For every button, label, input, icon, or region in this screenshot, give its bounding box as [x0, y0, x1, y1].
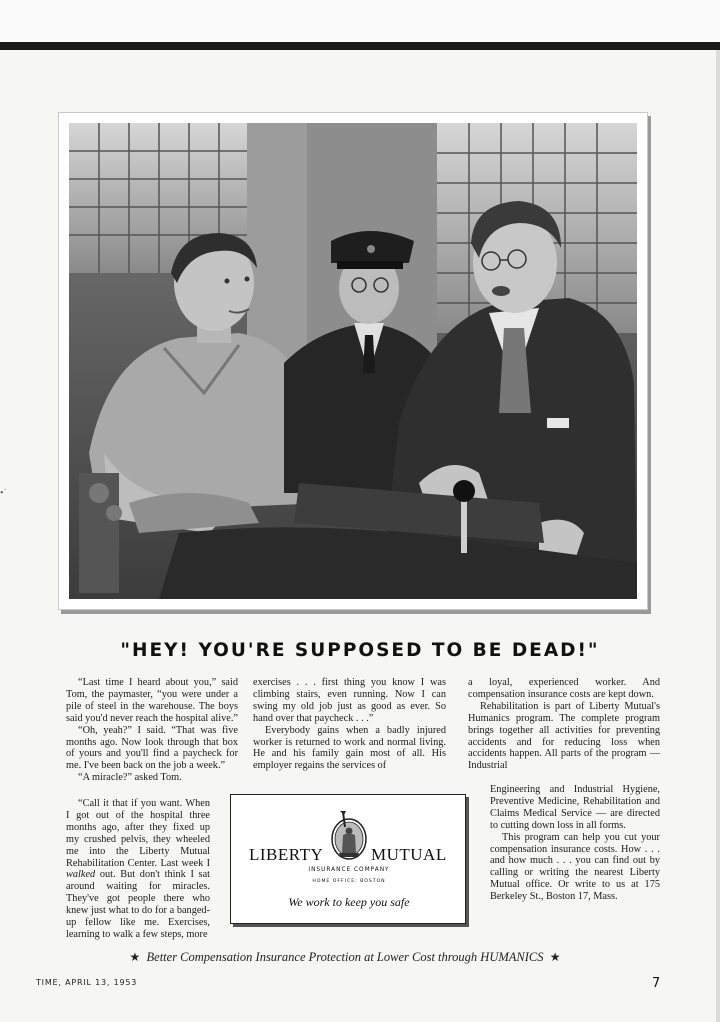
body-column-1-bottom — [66, 798, 210, 941]
paragraph: a loyal, experienced worker. And compensation insurance costs are kept down. — [468, 677, 660, 700]
logo-slogan: We work to keep you safe — [288, 895, 410, 909]
issue-credit: TIME, APRIL 13, 1953 — [36, 978, 138, 987]
emphasis-text: walked — [66, 869, 96, 881]
paragraph — [66, 798, 210, 941]
logo-wordmark — [231, 809, 467, 869]
photograph — [69, 123, 637, 599]
photo-illustration — [69, 123, 637, 599]
paragraph: Everybody gains when a badly injured worker is returned to work and normal living. He and his family gain most of all. His employer regains the services of — [253, 724, 446, 772]
body-column-3-bottom — [490, 784, 660, 903]
paragraph: “Last time I heard about you,” said Tom, the paymaster, “you were under a pile of steel in the warehouse. The boys said you'd never reach the hospital alive.” — [66, 677, 238, 724]
paragraph: Engineering and Industrial Hygiene, Preventive Medicine, Rehabilitation and Claims Medical Service — are directed to cutting down loss in all forms. — [490, 784, 660, 831]
logo-company-line: INSURANCE COMPANY — [308, 867, 390, 873]
star-icon: ★ — [129, 950, 141, 964]
page-number: 7 — [652, 976, 661, 991]
statue-of-liberty-icon — [329, 809, 369, 861]
photo-frame — [58, 112, 648, 610]
star-icon: ★ — [549, 950, 561, 964]
logo-word-mutual: MUTUAL — [371, 845, 447, 864]
logo-word-liberty: LIBERTY — [249, 845, 324, 864]
paragraph: “Oh, yeah?” I said. “That was five months ago. Now look through that box of yours and you'll find a paycheck for me. I've been back on the job a week.” — [66, 724, 238, 772]
paragraph: exercises . . . first thing you know I was climbing stairs, even running. Now I can swing my old job just as good as ever. So hand over that paycheck . . .” — [253, 677, 446, 724]
body-column-3-top — [468, 677, 660, 772]
paragraph: Rehabilitation is part of Liberty Mutual's Humanics program. The complete program brings together all activities for preventing accidents and for reducing loss when accidents happen. All parts of the program — Industrial — [468, 700, 660, 772]
headline: "HEY! YOU'RE SUPPOSED TO BE DEAD!" — [120, 640, 600, 661]
body-column-1-top — [66, 677, 238, 784]
page-top-margin — [0, 0, 720, 42]
liberty-mutual-logo-box — [230, 794, 466, 924]
margin-mark: •ʿ — [0, 488, 7, 499]
tagline — [0, 950, 690, 965]
tagline-text: Better Compensation Insurance Protection at Lower Cost through HUMANICS — [146, 950, 544, 964]
paragraph: “A miracle?” asked Tom. — [78, 772, 182, 784]
body-column-2 — [253, 677, 446, 772]
text-run: out. But don't think I sat around waiting for miracles. They've got people there who knew just what to do for a banged-up fellow like me. Exercises, learning to walk a few steps, more — [66, 869, 210, 940]
logo-office-line: HOME OFFICE: BOSTON — [312, 879, 386, 884]
page-top-rule — [0, 42, 720, 50]
paragraph: This program can help you cut your compensation insurance costs. How . . . and how much . . . you can find out by calling or writing the nearest Liberty Mutual office. Or write to us at 175 Berkeley St., Boston 17, Mass. — [490, 831, 660, 903]
page-right-edge — [716, 50, 720, 1022]
text-run: “Call it that if you want. When I got out of the hospital three months ago, after they fixed up my crushed pelvis, they wheeled me into the Liberty Mutual Rehabilitation Center. Last week I — [66, 798, 210, 869]
